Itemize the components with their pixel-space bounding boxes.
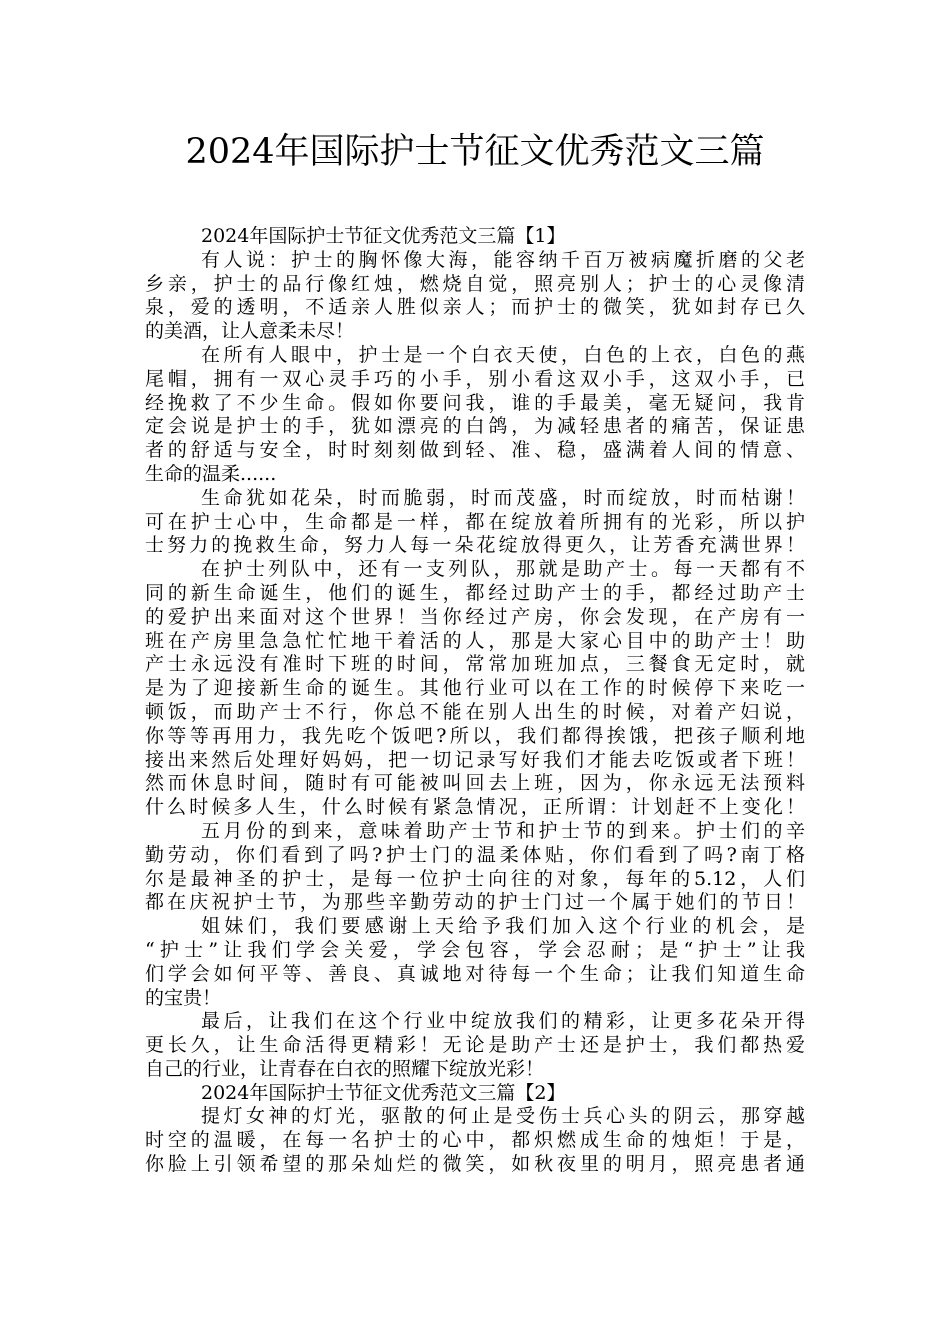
text-line: 尾帽，拥有一双心灵手巧的小手，别小看这双小手，这双小手，已	[145, 367, 805, 390]
text-line: 乡亲，护士的品行像红烛，燃烧自觉，照亮别人；护士的心灵像清	[145, 272, 805, 295]
text-line: 班在产房里急急忙忙地干着活的人，那是大家心目中的助产士！助	[145, 629, 805, 652]
text-line: 接出来然后处理好妈妈，把一切记录写好我们才能去吃饭或者下班！	[145, 748, 805, 771]
text-line: 产士永远没有准时下班的时间，常常加班加点，三餐食无定时，就	[145, 653, 805, 676]
text-line: 顿饭，而助产士不行，你总不能在别人出生的时候，对着产妇说，	[145, 700, 805, 723]
text-line: 可在护士心中，生命都是一样，都在绽放着所拥有的光彩，所以护	[145, 510, 805, 533]
text-line: 的爱护出来面对这个世界！当你经过产房，你会发现，在产房有一	[145, 605, 805, 628]
text-line: 什么时候多人生，什么时候有紧急情况，正所谓：计划赶不上变化！	[145, 796, 805, 819]
text-line: 时空的温暖，在每一名护士的心中，都炽燃成生命的烛炬！于是，	[145, 1129, 805, 1152]
text-line: 在护士列队中，还有一支列队，那就是助产士。每一天都有不	[201, 558, 805, 581]
section-heading: 2024年国际护士节征文优秀范文三篇【2】	[201, 1081, 566, 1104]
text-line: 定会说是护士的手，犹如漂亮的白鸽，为减轻患者的痛苦，保证患	[145, 415, 805, 438]
text-line: 勤劳动，你们看到了吗?护士门的温柔体贴，你们看到了吗?南丁格	[145, 843, 805, 866]
text-line: 们学会如何平等、善良、真诚地对待每一个生命；让我们知道生命	[145, 962, 805, 985]
text-line: 姐妹们，我们要感谢上天给予我们加入这个行业的机会，是	[201, 915, 805, 938]
text-line: 自己的行业，让青春在白衣的照耀下绽放光彩！	[145, 1057, 545, 1080]
text-line: 尔是最神圣的护士，是每一位护士向往的对象，每年的5.12，人们	[145, 867, 805, 890]
text-line: 士努力的挽救生命，努力人每一朵花绽放得更久，让芳香充满世界！	[145, 534, 805, 557]
text-line: 有人说：护士的胸怀像大海，能容纳千百万被病魔折磨的父老	[201, 248, 805, 271]
text-line: 泉，爱的透明，不适亲人胜似亲人；而护士的微笑，犹如封存已久	[145, 296, 805, 319]
document-body	[145, 225, 805, 1177]
text-line: 提灯女神的灯光，驱散的何止是受伤士兵心头的阴云，那穿越	[201, 1105, 805, 1128]
text-line: 的美酒，让人意柔未尽！	[145, 320, 355, 343]
text-line: 更长久，让生命活得更精彩！无论是助产士还是护士，我们都热爱	[145, 1034, 805, 1057]
text-line: 最后，让我们在这个行业中绽放我们的精彩，让更多花朵开得	[201, 1010, 805, 1033]
text-line: 你脸上引领希望的那朵灿烂的微笑，如秋夜里的明月，照亮患者通	[145, 1153, 805, 1176]
text-line: 然而休息时间，随时有可能被叫回去上班，因为，你永远无法预料	[145, 772, 805, 795]
text-line: 生命的温柔......	[145, 462, 277, 485]
text-line: 你等等再用力，我先吃个饭吧?所以，我们都得挨饿，把孩子顺利地	[145, 724, 805, 747]
text-line: 者的舒适与安全，时时刻刻做到轻、准、稳，盛满着人间的情意、	[145, 439, 805, 462]
text-line: 同的新生命诞生，他们的诞生，都经过助产士的手，都经过助产士	[145, 581, 805, 604]
text-line: 都在庆祝护士节，为那些辛勤劳动的护士门过一个属于她们的节日！	[145, 891, 805, 914]
document-title: 2024年国际护士节征文优秀范文三篇	[185, 132, 765, 172]
text-line: 在所有人眼中，护士是一个白衣天使，白色的上衣，白色的燕	[201, 343, 805, 366]
text-line: 经挽救了不少生命。假如你要问我，谁的手最美，毫无疑问，我肯	[145, 391, 805, 414]
text-line: 是为了迎接新生命的诞生。其他行业可以在工作的时候停下来吃一	[145, 677, 805, 700]
section-heading: 2024年国际护士节征文优秀范文三篇【1】	[201, 225, 566, 247]
text-line: “护士”让我们学会关爱，学会包容，学会忍耐；是“护士”让我	[145, 938, 805, 961]
text-line: 的宝贵！	[145, 986, 222, 1009]
text-line: 生命犹如花朵，时而脆弱，时而茂盛，时而绽放，时而枯谢！	[201, 486, 805, 509]
text-line: 五月份的到来，意味着助产士节和护士节的到来。护士们的辛	[201, 819, 805, 842]
